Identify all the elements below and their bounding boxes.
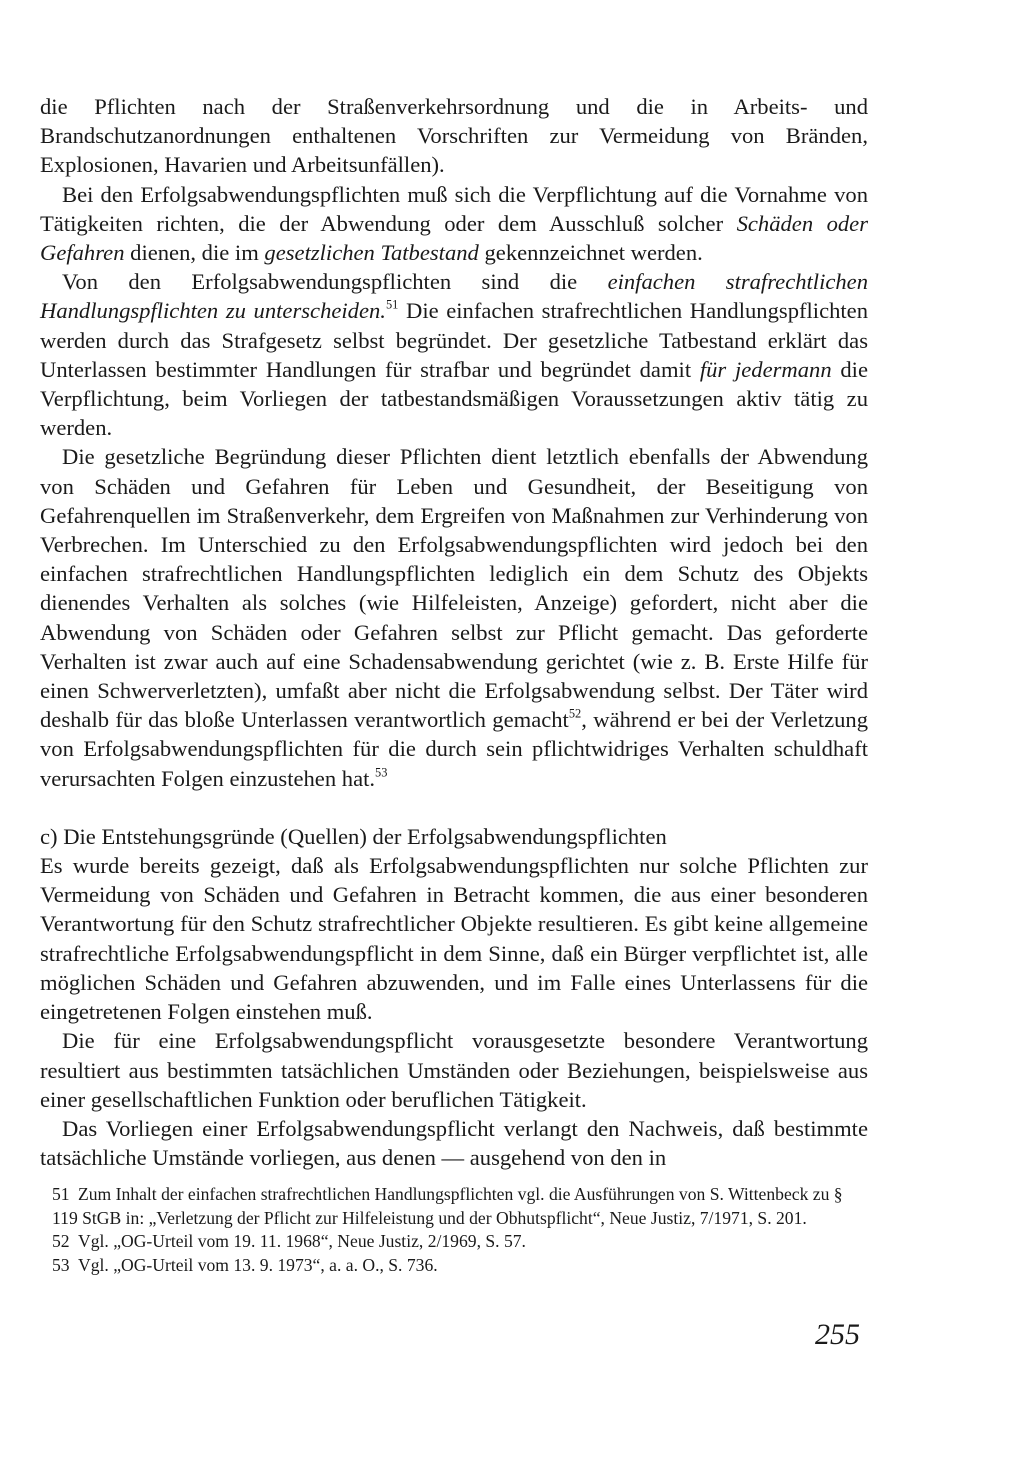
- paragraph: [40, 1026, 868, 1114]
- text-run: c) Die Entstehungsgründe (Quellen) der Erfolgsabwendungspflichten: [40, 823, 667, 849]
- emphasis-text: einfachen strafrechtlichen Handlungspflichten zu unterscheiden.: [40, 269, 868, 324]
- text-run: gekennzeichnet werden.: [478, 240, 703, 266]
- text-run: die Verpflichtung, beim Vorliegen der tatbestandsmäßigen Voraussetzungen aktiv tätig zu werden.: [40, 356, 868, 441]
- emphasis-text: Schäden oder Gefahren: [40, 210, 869, 266]
- paragraph: [40, 1114, 868, 1172]
- footnote-number: 53: [52, 1254, 70, 1275]
- footnotes: [52, 1183, 868, 1277]
- footnote-reference: 52: [568, 706, 582, 721]
- footnote-number: 52: [52, 1231, 70, 1251]
- page-number: 255: [815, 1318, 860, 1351]
- footnote-text: Vgl. „OG-Urteil vom 13. 9. 1973“, a. a. O., S. 736.: [78, 1254, 438, 1275]
- emphasis-text: gesetzlichen Tatbestand: [264, 240, 479, 266]
- paragraph: [40, 180, 868, 268]
- footnote: [52, 1254, 868, 1278]
- footnote-text: Vgl. „OG-Urteil vom 19. 11. 1968“, Neue Justiz, 2/1969, S. 57.: [78, 1231, 526, 1251]
- text-run: dienen, die im: [124, 240, 265, 266]
- footnote: [52, 1230, 868, 1254]
- text-run: Die gesetzliche Begründung dieser Pflichten dient letztlich ebenfalls der Abwendung von Schäden und Gefahren für Leben und Gesundheit, der Beseitigung von Gefahrenquellen im Straßenverkehr, dem Ergreifen von Maßnahmen zur Verhinderung von Verbrechen. Im Unterschied zu den Erfolgsabwendungspflichten wird jedoch bei den einfachen strafrechtlichen Handlungspflichten lediglich ein dem Schutz des Objekts dienendes Verhalten als solches (wie Hilfeleisten, Anzeige) gefordert, nicht aber die Abwendung von Schäden oder Gefahren selbst zur Pflicht gemacht. Das geforderte Verhalten ist zwar auch auf eine Schadensabwendung gerichtet (wie z. B. Erste Hilfe für einen Schwerverletzten), umfaßt aber nicht die Erfolgsabwendung selbst. Der Täter wird deshalb für das bloße Unterlassen verantwortlich gemacht: [40, 444, 868, 733]
- footnote-reference: 51: [385, 298, 399, 313]
- paragraph: [40, 442, 868, 792]
- footnote-text: Zum Inhalt der einfachen strafrechtlichen Handlungspflichten vgl. die Ausführungen von S. Wittenbeck zu § 119 StGB in: „Verletzung der Pflicht zur Hilfeleistung und der Obhutspflicht“, Neue Justiz, 7/1971, S. 201.: [52, 1184, 843, 1228]
- text-run: Von den Erfolgsabwendungspflichten sind die: [62, 269, 608, 295]
- text-run: Das Vorliegen einer Erfolgsabwendungspflicht verlangt den Nachweis, daß bestimmte tatsächliche Umstände vorliegen, aus denen — ausgehend von den in: [40, 1115, 868, 1171]
- text-run: die Pflichten nach der Straßenverkehrsordnung und die in Arbeits- und Brandschutzanordnungen enthaltenen Vorschriften zur Vermeidung von Bränden, Explosionen, Havarien und Arbeitsunfällen).: [40, 94, 868, 178]
- footnote: [52, 1183, 868, 1230]
- paragraph: [40, 92, 868, 180]
- paragraph: [40, 851, 868, 1026]
- main-text: [40, 92, 868, 1172]
- text-run: Es wurde bereits gezeigt, daß als Erfolgsabwendungspflichten nur solche Pflichten zur Vermeidung von Schäden und Gefahren in Betracht kommen, die aus einer besonderen Verantwortung für den Schutz strafrechtlicher Objekte resultieren. Es gibt keine allgemeine strafrechtliche Erfolgsabwendungspflicht in dem Sinne, daß ein Bürger verpflichtet ist, alle möglichen Schäden und Gefahren abzuwenden, und im Falle eines Unterlassens für die eingetretenen Folgen einstehen muß.: [40, 853, 868, 1025]
- paragraph: [40, 822, 868, 851]
- emphasis-text: für jedermann: [699, 356, 832, 382]
- footnote-number: 51: [52, 1184, 70, 1204]
- text-run: Die für eine Erfolgsabwendungspflicht vorausgesetzte besondere Verantwortung resultiert aus bestimmten tatsächlichen Umständen oder Beziehungen, beispielsweise aus einer gesellschaftlichen Funktion oder beruflichen Tätigkeit.: [40, 1028, 868, 1112]
- footnote-reference: 53: [375, 765, 388, 780]
- paragraph: [40, 267, 868, 442]
- text-run: Die einfachen strafrechtlichen Handlungspflichten werden durch das Strafgesetz selbst begründet. Der gesetzliche Tatbestand erklärt das Unterlassen bestimmter Handlungen für strafbar und begründet damit: [40, 298, 868, 382]
- text-run: Bei den Erfolgsabwendungspflichten muß sich die Verpflichtung auf die Vornahme von Tätigkeiten richten, die der Abwendung oder dem Ausschluß solcher: [40, 181, 868, 236]
- text-run: , während er bei der Verletzung von Erfolgsabwendungspflichten für die durch sein pflichtwidriges Verhalten schuldhaft verursachten Folgen einzustehen hat.: [40, 707, 869, 791]
